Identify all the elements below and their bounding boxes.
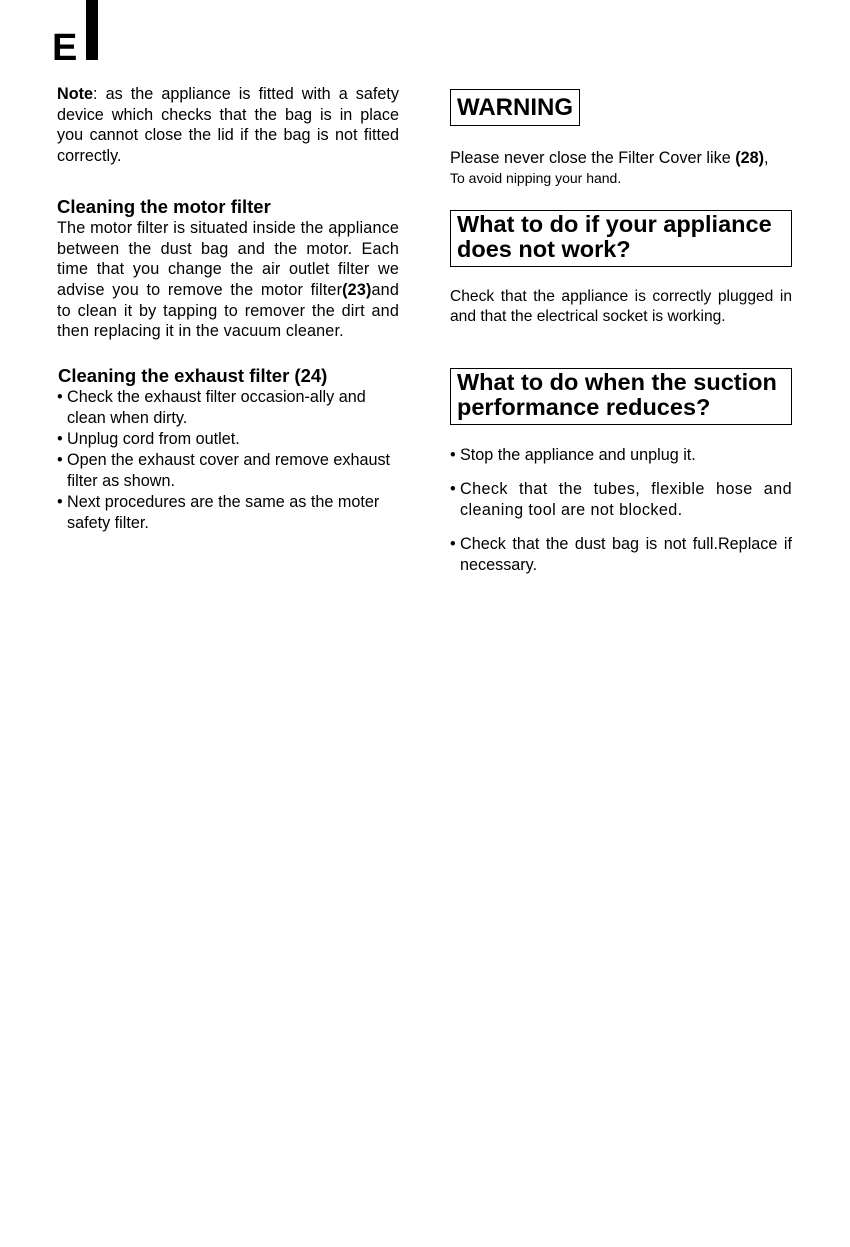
suction-title: What to do when the suction performance reduces? xyxy=(450,368,792,425)
note-label: Note xyxy=(57,85,93,103)
note-paragraph xyxy=(57,84,399,167)
warning-ref: (28) xyxy=(735,149,764,167)
motor-filter-text-2: and to clean it by tapping to remover the dirt and then replacing it in the vacuum cleaner. xyxy=(57,280,399,341)
list-item: • Unplug cord from outlet. xyxy=(57,430,240,449)
motor-filter-text-1: The motor filter is situated inside the appliance between the dust bag and the motor. Each time that you change the air outlet filter we advise you to remove the motor filter xyxy=(57,218,399,299)
language-marker: E xyxy=(52,27,79,69)
warning-hand-note: To avoid nipping your hand. xyxy=(450,169,622,186)
motor-filter-ref: (23) xyxy=(342,280,372,299)
language-marker-bar xyxy=(86,0,98,60)
list-item: • Next procedures are the same as the moter safety filter. xyxy=(57,493,380,533)
right-column xyxy=(450,89,792,589)
left-column xyxy=(57,84,399,534)
not-work-paragraph: Check that the appliance is correctly plugged in and that the electrical socket is working. xyxy=(450,287,792,326)
list-item: • Open the exhaust cover and remove exhaust filter as shown. xyxy=(57,451,391,491)
motor-filter-paragraph xyxy=(57,218,399,342)
not-work-title: What to do if your appliance does not work? xyxy=(450,210,792,267)
warning-paragraph xyxy=(450,148,792,169)
list-item: • Stop the appliance and unplug it. xyxy=(450,446,696,465)
motor-filter-heading: Cleaning the motor filter xyxy=(57,195,271,217)
exhaust-filter-list xyxy=(57,387,399,534)
list-item: • Check that the dust bag is not full.Replace if necessary. xyxy=(450,535,792,575)
list-item: • Check the exhaust filter occasion-ally and clean when dirty. xyxy=(57,388,366,428)
warning-title: WARNING xyxy=(450,89,580,126)
suction-list xyxy=(450,445,792,576)
warning-text-1: Please never close the Filter Cover like xyxy=(450,149,736,167)
exhaust-filter-heading: Cleaning the exhaust filter (24) xyxy=(58,365,328,387)
list-item: • Check that the tubes, flexible hose and cleaning tool are not blocked. xyxy=(450,480,792,520)
warning-text-2: , xyxy=(764,149,769,167)
note-text: : as the appliance is fitted with a safety device which checks that the bag is in place you cannot close the lid if the bag is not fitted correctly. xyxy=(57,85,399,166)
